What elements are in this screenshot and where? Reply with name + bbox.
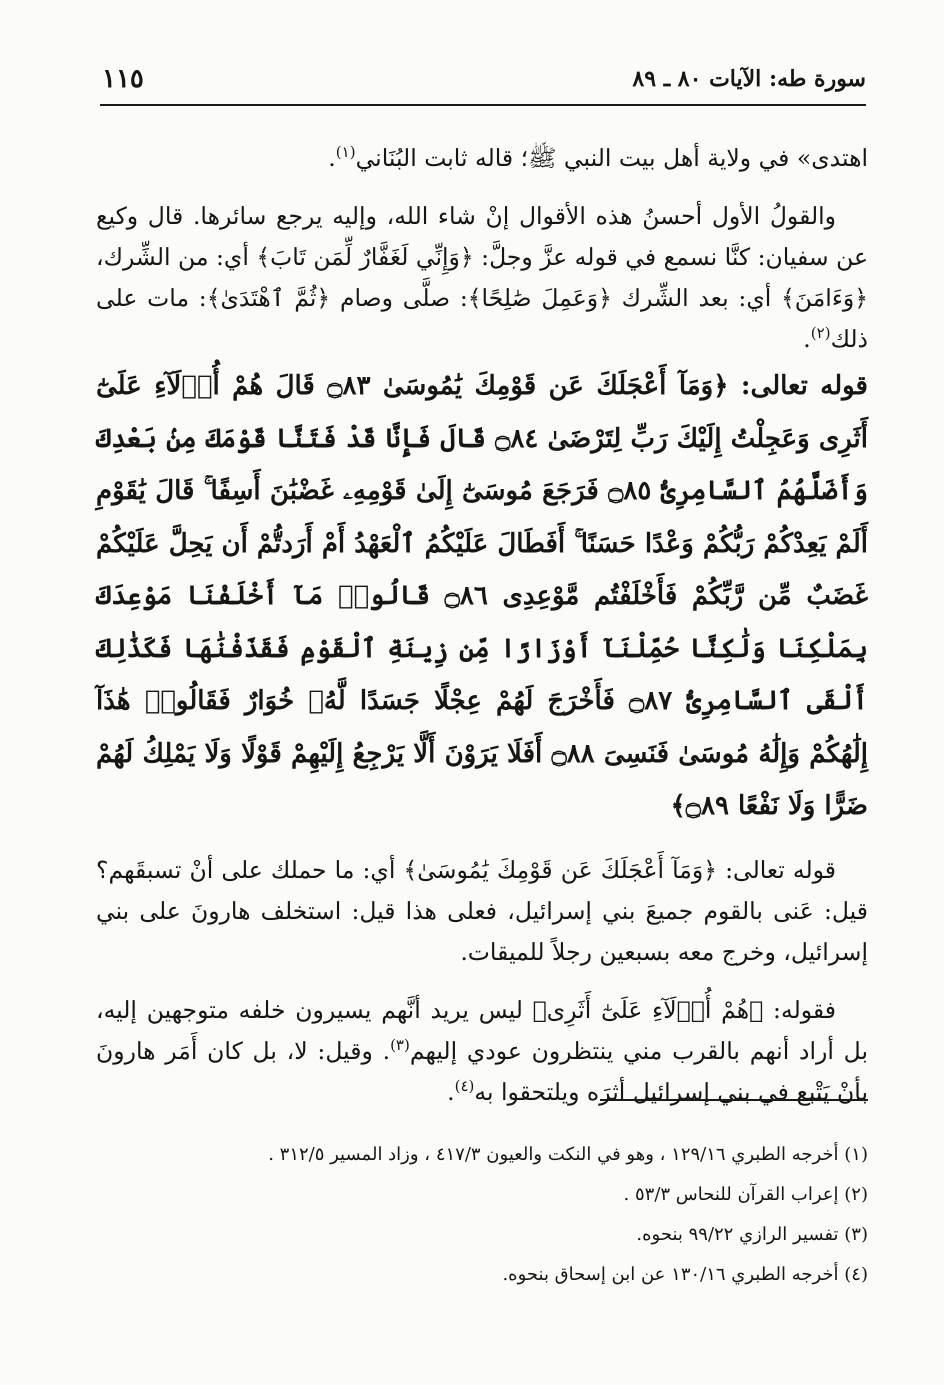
footnote-divider (600, 1099, 868, 1101)
footnote-mark-1: (١) (335, 143, 356, 162)
paragraph-1-text: اهتدى» في ولاية أهل بيت النبي ﷺ؛ قاله ثابت البُنَاني (355, 144, 868, 172)
surah-title: سورة طه: الآيات ٨٠ ـ ٨٩ (632, 66, 866, 92)
verses-label: قوله تعالى: (740, 371, 868, 401)
footnote-1: (١) أخرجه الطبري ١٢٩/١٦ ، وهو في النكت والعيون ٤١٧/٣ ، وزاد المسير ٣١٢/٥ . (268, 1144, 868, 1165)
footnote-mark-4: (٤) (454, 1076, 475, 1095)
paragraph-1 (96, 138, 868, 179)
paragraph-2-text: والقولُ الأول أحسنُ هذه الأقوال إنْ شاء الله، وإليه يرجع سائرها. قال وكيع عن سفيان: كنَّا نسمع في قوله عزَّ وجلَّ: ﴿وَإِنِّي لَغَفَّارٌ لِّمَن تَابَ﴾ أي: من الشِّرك، ﴿وَءَامَنَ﴾ أي: بعد الشِّرك ﴿وَعَمِلَ صَٰلِحًا﴾: صلَّى وصام ﴿ثُمَّ ٱهْتَدَىٰ﴾: مات على ذلك (96, 202, 868, 353)
footnote-4: (٤) أخرجه الطبري ١٣٠/١٦ عن ابن إسحاق بنحوه. (502, 1264, 868, 1285)
footnote-3: (٣) تفسير الرازي ٩٩/٢٢ بنحوه. (636, 1224, 868, 1245)
page-number: ١١٥ (102, 64, 144, 94)
main-text (96, 138, 868, 1113)
paragraph-2-end: . (803, 325, 811, 353)
footnote-2: (٢) إعراب القرآن للنحاس ٥٣/٣ . (623, 1184, 868, 1205)
page-header (100, 60, 866, 106)
paragraph-1-end: . (328, 144, 336, 172)
paragraph-3: قوله تعالى: ﴿وَمَآ أَعْجَلَكَ عَن قَوْمِكَ يَٰمُوسَىٰ﴾ أي: ما حملك على أنْ تسبقَهم؟ قيل: عَنى بالقوم جميعَ بني إسرائيل، فعلى هذا قيل: استخلف هارونَ على بني إسرائيل، وخرج معه بسبعين رجلاً للميقات. (96, 855, 868, 966)
verses-text: ﴿وَمَآ أَعْجَلَكَ عَن قَوْمِكَ يَٰمُوسَىٰ ۝٨٣ قَالَ هُمْ أُو۟لَآءِ عَلَىٰٓ أَثَرِى وَعَجِلْتُ إِلَيْكَ رَبِّ لِتَرْضَىٰ ۝٨٤ قَالَ فَإِنَّا قَدْ فَتَنَّا قَوْمَكَ مِنۢ بَعْدِكَ وَأَضَلَّهُمُ ٱلسَّامِرِىُّ ۝٨٥ فَرَجَعَ مُوسَىٰٓ إِلَىٰ قَوْمِهِۦ غَضْبَٰنَ أَسِفًا ۚ قَالَ يَٰقَوْمِ أَلَمْ يَعِدْكُمْ رَبُّكُمْ وَعْدًا حَسَنًا ۚ أَفَطَالَ عَلَيْكُمُ ٱلْعَهْدُ أَمْ أَرَدتُّمْ أَن يَحِلَّ عَلَيْكُمْ غَضَبٌ مِّن رَّبِّكُمْ فَأَخْلَفْتُم مَّوْعِدِى ۝٨٦ قَالُوا۟ مَآ أَخْلَفْنَا مَوْعِدَكَ بِمَلْكِنَا وَلَٰكِنَّا حُمِّلْنَآ أَوْزَارًا مِّن زِينَةِ ٱلْقَوْمِ فَقَذَفْنَٰهَا فَكَذَٰلِكَ أَلْقَى ٱلسَّامِرِىُّ ۝٨٧ فَأَخْرَجَ لَهُمْ عِجْلًا جَسَدًا لَّهُۥ خُوَارٌ فَقَالُوا۟ هَٰذَآ إِلَٰهُكُمْ وَإِلَٰهُ مُوسَىٰ فَنَسِىَ ۝٨٨ أَفَلَا يَرَوْنَ أَلَّا يَرْجِعُ إِلَيْهِمْ قَوْلًا وَلَا يَمْلِكُ لَهُمْ ضَرًّا وَلَا نَفْعًا ۝٨٩﴾ (96, 371, 869, 821)
quran-verses (96, 360, 868, 833)
paragraph-4 (96, 990, 868, 1113)
footnote-mark-3: (٣) (390, 1035, 410, 1054)
paragraph-4-end: . (447, 1077, 455, 1106)
paragraph-4-cont: . وقيل: لا، بل كان أَمَر هارونَ بأنْ يَتْبع في بني إسرائيل أثرَه ويلتحقوا به (96, 1036, 868, 1106)
footnotes (120, 1135, 868, 1295)
footnote-mark-2: (٢) (810, 324, 831, 343)
paragraph-4-text: فقوله: ﴿هُمْ أُو۟لَآءِ عَلَىٰٓ أَثَرِى﴾ ليس يريد أنَّهم يسيرون خلفه متوجهين إليه، بل أراد أنهم بالقرب مني ينتظرون عودي إليهم (96, 995, 868, 1065)
paragraph-2 (96, 196, 868, 360)
